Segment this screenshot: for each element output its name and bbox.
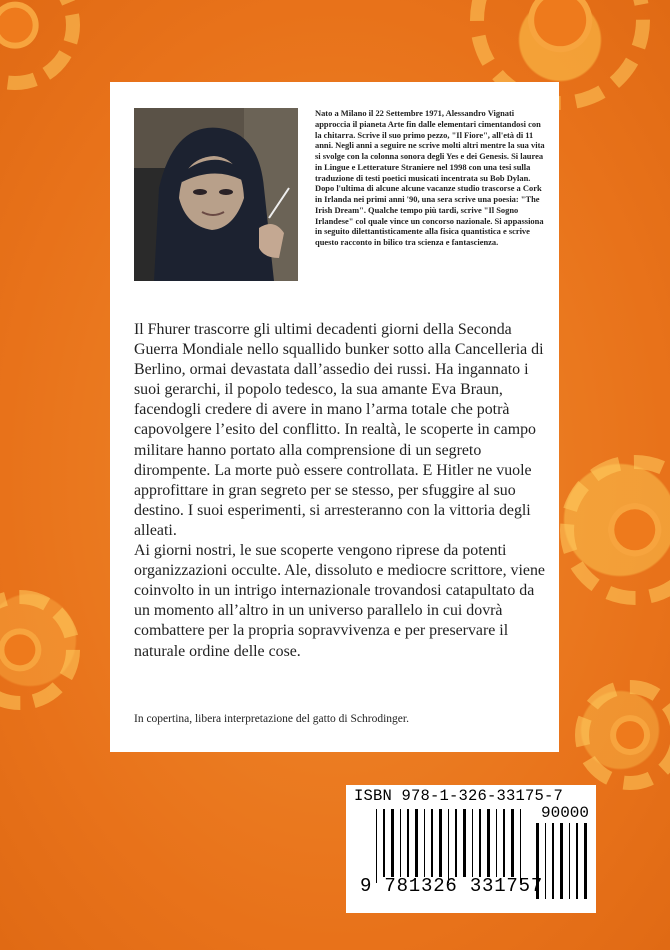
gear-decoration-top-left bbox=[0, 0, 80, 90]
isbn-digits: 9 781326 331757 bbox=[360, 875, 544, 897]
synopsis-paragraph-2: Ai giorni nostri, le sue scoperte vengono riprese da potenti organizzazioni occulte. Ale, dissoluto e mediocre scrittore, viene coinvolto in un intrigo internazionale trovandosi catapultato da un momento all’altro in un universo parallelo in cui dovrà combattere per la propria sopravvivenza e per preservare il naturale ordine delle cose. bbox=[134, 542, 545, 660]
gear-decoration-right-lower bbox=[575, 680, 670, 790]
author-photo bbox=[134, 108, 298, 281]
gear-decoration-left bbox=[0, 590, 80, 710]
synopsis-paragraph-1: Il Fhurer trascorre gli ultimi decadenti giorni della Seconda Guerra Mondiale nello squallido bunker sotto alla Cancelleria di Berlino, ormai devastata dall’assedio dei russi. Ha ingannato i suoi gerarchi, il popolo tedesco, la sua amante Eva Braun, facendogli credere di avere in mano l’arma totale che potrà capovolgere l’esito del conflitto. In realtà, le scoperte in campo militare hanno portato alla comprensione di un segreto dirompente. La morte può essere controllata. E Hitler ne vuole approfittare in gran segreto per se stesso, per sfuggire al suo destino. I suoi esperimenti, si arresteranno con la vittoria degli alleati. bbox=[134, 321, 544, 539]
isbn-label: ISBN 978-1-326-33175-7 bbox=[354, 787, 564, 805]
back-cover-panel bbox=[110, 82, 559, 752]
isbn-barcode bbox=[346, 785, 596, 913]
gear-decoration-right bbox=[560, 455, 670, 605]
cover-caption: In copertina, libera interpretazione del gatto di Schrodinger. bbox=[134, 713, 409, 725]
author-bio: Nato a Milano il 22 Settembre 1971, Alessandro Vignati approccia il pianeta Arte fin dalle elementari cimentandosi con la chitarra. Scrive il suo primo pezzo, "Il Fiore", all'età di 11 anni. Negli anni a seguire ne scrive molti altri mentre la sua vita si svolge con la colonna sonora degli Yes e dei Genesis. Si laurea in Lingue e Letterature Straniere nel 1998 con una tesi sulla traduzione di testi poetici musicati incentrata su Bob Dylan. Dopo l'ultima di alcune alcune vacanze studio trascorse a Cork in Irlanda nei primi anni '90, una sera scrive una poesia: "The Irish Dream". Qualche tempo più tardi, scrive "Il Sogno Irlandese" col quale vince un concorso nazionale. Si appassiona in seguito dilettantisticamente alla fisica quantistica e scrive questo racconto in bilico tra scienza e fantascienza. bbox=[315, 108, 545, 247]
author-portrait-image bbox=[134, 108, 298, 281]
price-code: 90000 bbox=[541, 804, 590, 822]
book-synopsis bbox=[134, 320, 546, 662]
